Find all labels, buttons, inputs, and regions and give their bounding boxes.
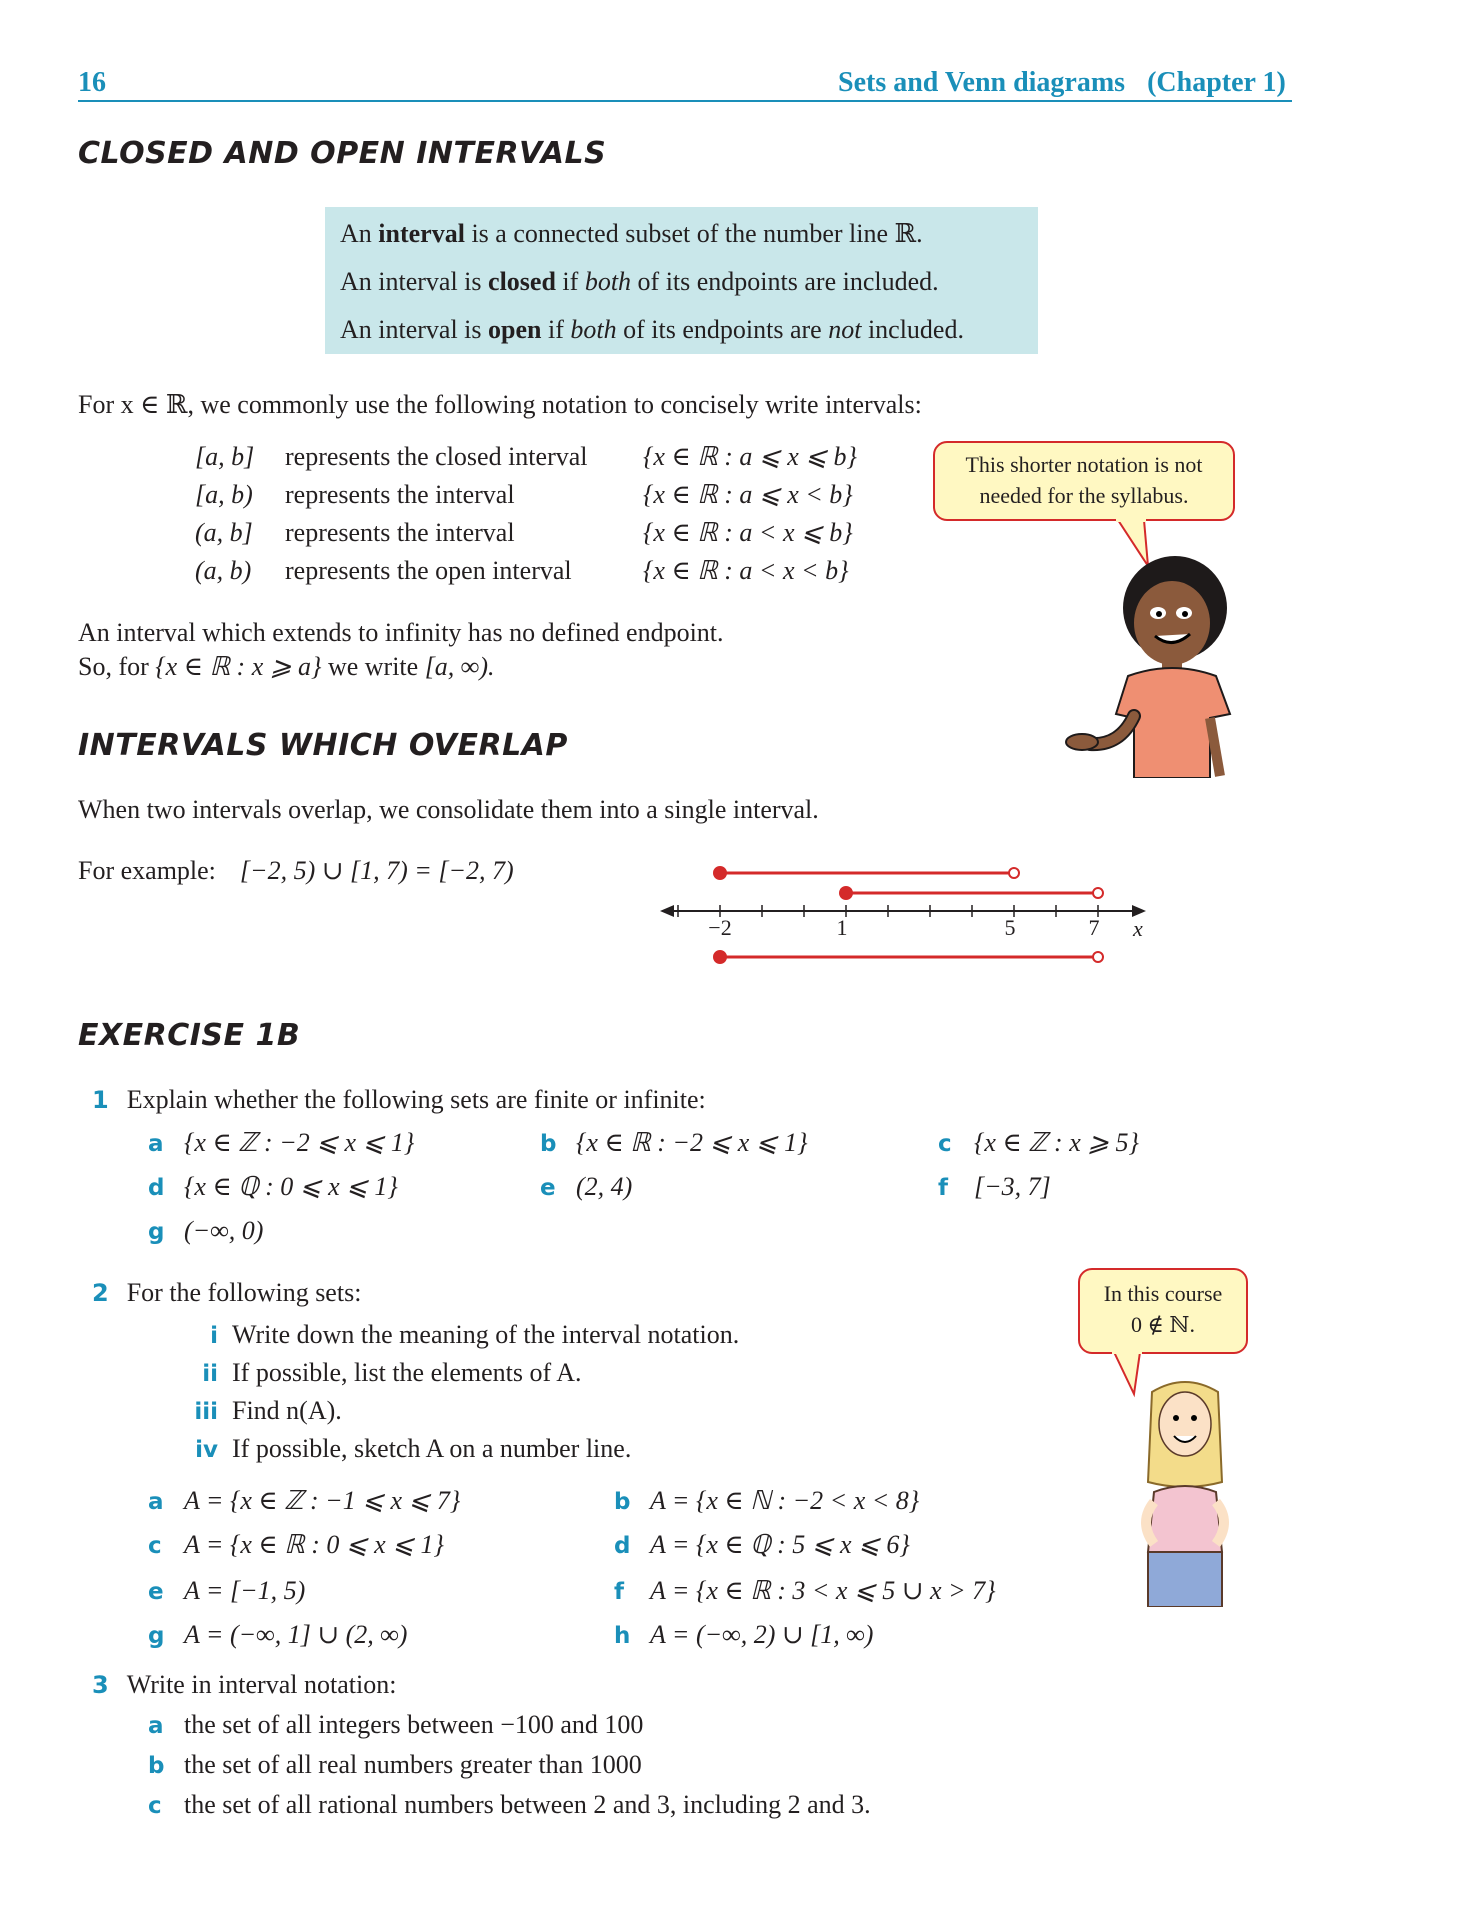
q1-part-d: d {x ∈ ℚ : 0 ⩽ x ⩽ 1}	[148, 1172, 398, 1201]
q2-subpart-iii: iii Find n(A).	[194, 1396, 342, 1425]
boy-illustration	[1060, 518, 1260, 778]
q1-part-f: f [−3, 7]	[938, 1172, 1051, 1201]
definition-line-open: An interval is open if both of its endpoints are not included.	[340, 315, 964, 344]
interval-end-point	[1009, 868, 1019, 878]
speech-bubble-syllabus: This shorter notation is not needed for the syllabus.	[933, 441, 1235, 521]
overlap-intro: When two intervals overlap, we consolidate them into a single interval.	[78, 795, 819, 824]
speech-bubble-naturals: In this course 0 ∉ ℕ.	[1078, 1268, 1248, 1354]
exercise-title: EXERCISE 1B	[78, 1018, 301, 1053]
q3-part-c: c the set of all rational numbers between 2 and 3, including 2 and 3.	[148, 1790, 871, 1819]
page-number: 16	[78, 67, 106, 98]
running-head	[838, 67, 1286, 99]
interval-start-point	[714, 951, 726, 963]
question-3: 3 Write in interval notation:	[92, 1670, 397, 1699]
notation-row: (a, b] represents the interval {x ∈ ℝ : a < x ⩽ b}	[195, 518, 853, 547]
definition-line-closed: An interval is closed if both of its endpoints are included.	[340, 267, 939, 296]
chapter-title: Sets and Venn diagrams	[838, 67, 1126, 98]
question-2: 2 For the following sets:	[92, 1278, 362, 1307]
q2-part-h: h A = (−∞, 2) ∪ [1, ∞)	[614, 1620, 874, 1649]
notation-row: (a, b) represents the open interval {x ∈ ℝ : a < x < b}	[195, 556, 849, 585]
notation-table	[195, 442, 915, 592]
notation-intro: For x ∈ ℝ, we commonly use the following notation to concisely write intervals:	[78, 390, 922, 419]
axis-arrow-left	[660, 905, 674, 917]
q2-subpart-iv: iv If possible, sketch A on a number line.	[195, 1434, 632, 1463]
header-rule	[78, 100, 1292, 102]
section-title-closed-open: CLOSED AND OPEN INTERVALS	[78, 136, 607, 171]
q1-part-g: g (−∞, 0)	[148, 1216, 264, 1245]
q3-part-a: a the set of all integers between −100 and 100	[148, 1710, 644, 1739]
q2-subpart-ii: ii If possible, list the elements of A.	[202, 1358, 582, 1387]
number-line-axis	[660, 905, 1146, 917]
q1-part-a: a {x ∈ ℤ : −2 ⩽ x ⩽ 1}	[148, 1128, 415, 1157]
section-title-overlap: INTERVALS WHICH OVERLAP	[78, 728, 568, 763]
number-line-diagram	[660, 855, 1160, 965]
infinity-line-1: An interval which extends to infinity has no defined endpoint.	[78, 618, 724, 647]
interval-start-point	[840, 887, 852, 899]
q2-part-d: d A = {x ∈ ℚ : 5 ⩽ x ⩽ 6}	[614, 1530, 910, 1559]
q2-part-e: e A = [−1, 5)	[148, 1576, 306, 1605]
q1-part-e: e (2, 4)	[540, 1172, 633, 1201]
number-line-intervals	[714, 867, 1103, 963]
notation-row: [a, b] represents the closed interval {x ∈ ℝ : a ⩽ x ⩽ b}	[195, 442, 857, 471]
question-1: 1 Explain whether the following sets are finite or infinite:	[92, 1085, 706, 1114]
interval-end-point	[1093, 888, 1103, 898]
chapter-number: (Chapter 1)	[1147, 67, 1286, 98]
tick-label-7: 7	[1088, 915, 1100, 940]
overlap-example: For example: [−2, 5) ∪ [1, 7) = [−2, 7)	[78, 856, 514, 885]
tick-label-neg2: −2	[708, 915, 732, 940]
notation-row: [a, b) represents the interval {x ∈ ℝ : a ⩽ x < b}	[195, 480, 853, 509]
q2-subpart-i: i Write down the meaning of the interval notation.	[210, 1320, 740, 1349]
tick-label-1: 1	[836, 915, 848, 940]
infinity-line-2: So, for {x ∈ ℝ : x ⩾ a} we write [a, ∞).	[78, 652, 495, 681]
number-line-axis-label: x	[1133, 916, 1143, 941]
q2-part-g: g A = (−∞, 1] ∪ (2, ∞)	[148, 1620, 408, 1649]
definition-line-interval: An interval is a connected subset of the number line ℝ.	[340, 219, 923, 248]
q2-part-b: b A = {x ∈ ℕ : −2 < x < 8}	[614, 1486, 920, 1515]
definition-box	[325, 207, 1038, 354]
interval-end-point	[1093, 952, 1103, 962]
q2-part-c: c A = {x ∈ ℝ : 0 ⩽ x ⩽ 1}	[148, 1530, 444, 1559]
q1-part-c: c {x ∈ ℤ : x ⩾ 5}	[938, 1128, 1139, 1157]
q3-part-b: b the set of all real numbers greater than 1000	[148, 1750, 642, 1779]
q2-part-a: a A = {x ∈ ℤ : −1 ⩽ x ⩽ 7}	[148, 1486, 461, 1515]
tick-label-5: 5	[1004, 915, 1016, 940]
interval-start-point	[714, 867, 726, 879]
q1-part-b: b {x ∈ ℝ : −2 ⩽ x ⩽ 1}	[540, 1128, 808, 1157]
q2-part-f: f A = {x ∈ ℝ : 3 < x ⩽ 5 ∪ x > 7}	[614, 1576, 996, 1605]
girl-illustration	[1110, 1352, 1260, 1607]
